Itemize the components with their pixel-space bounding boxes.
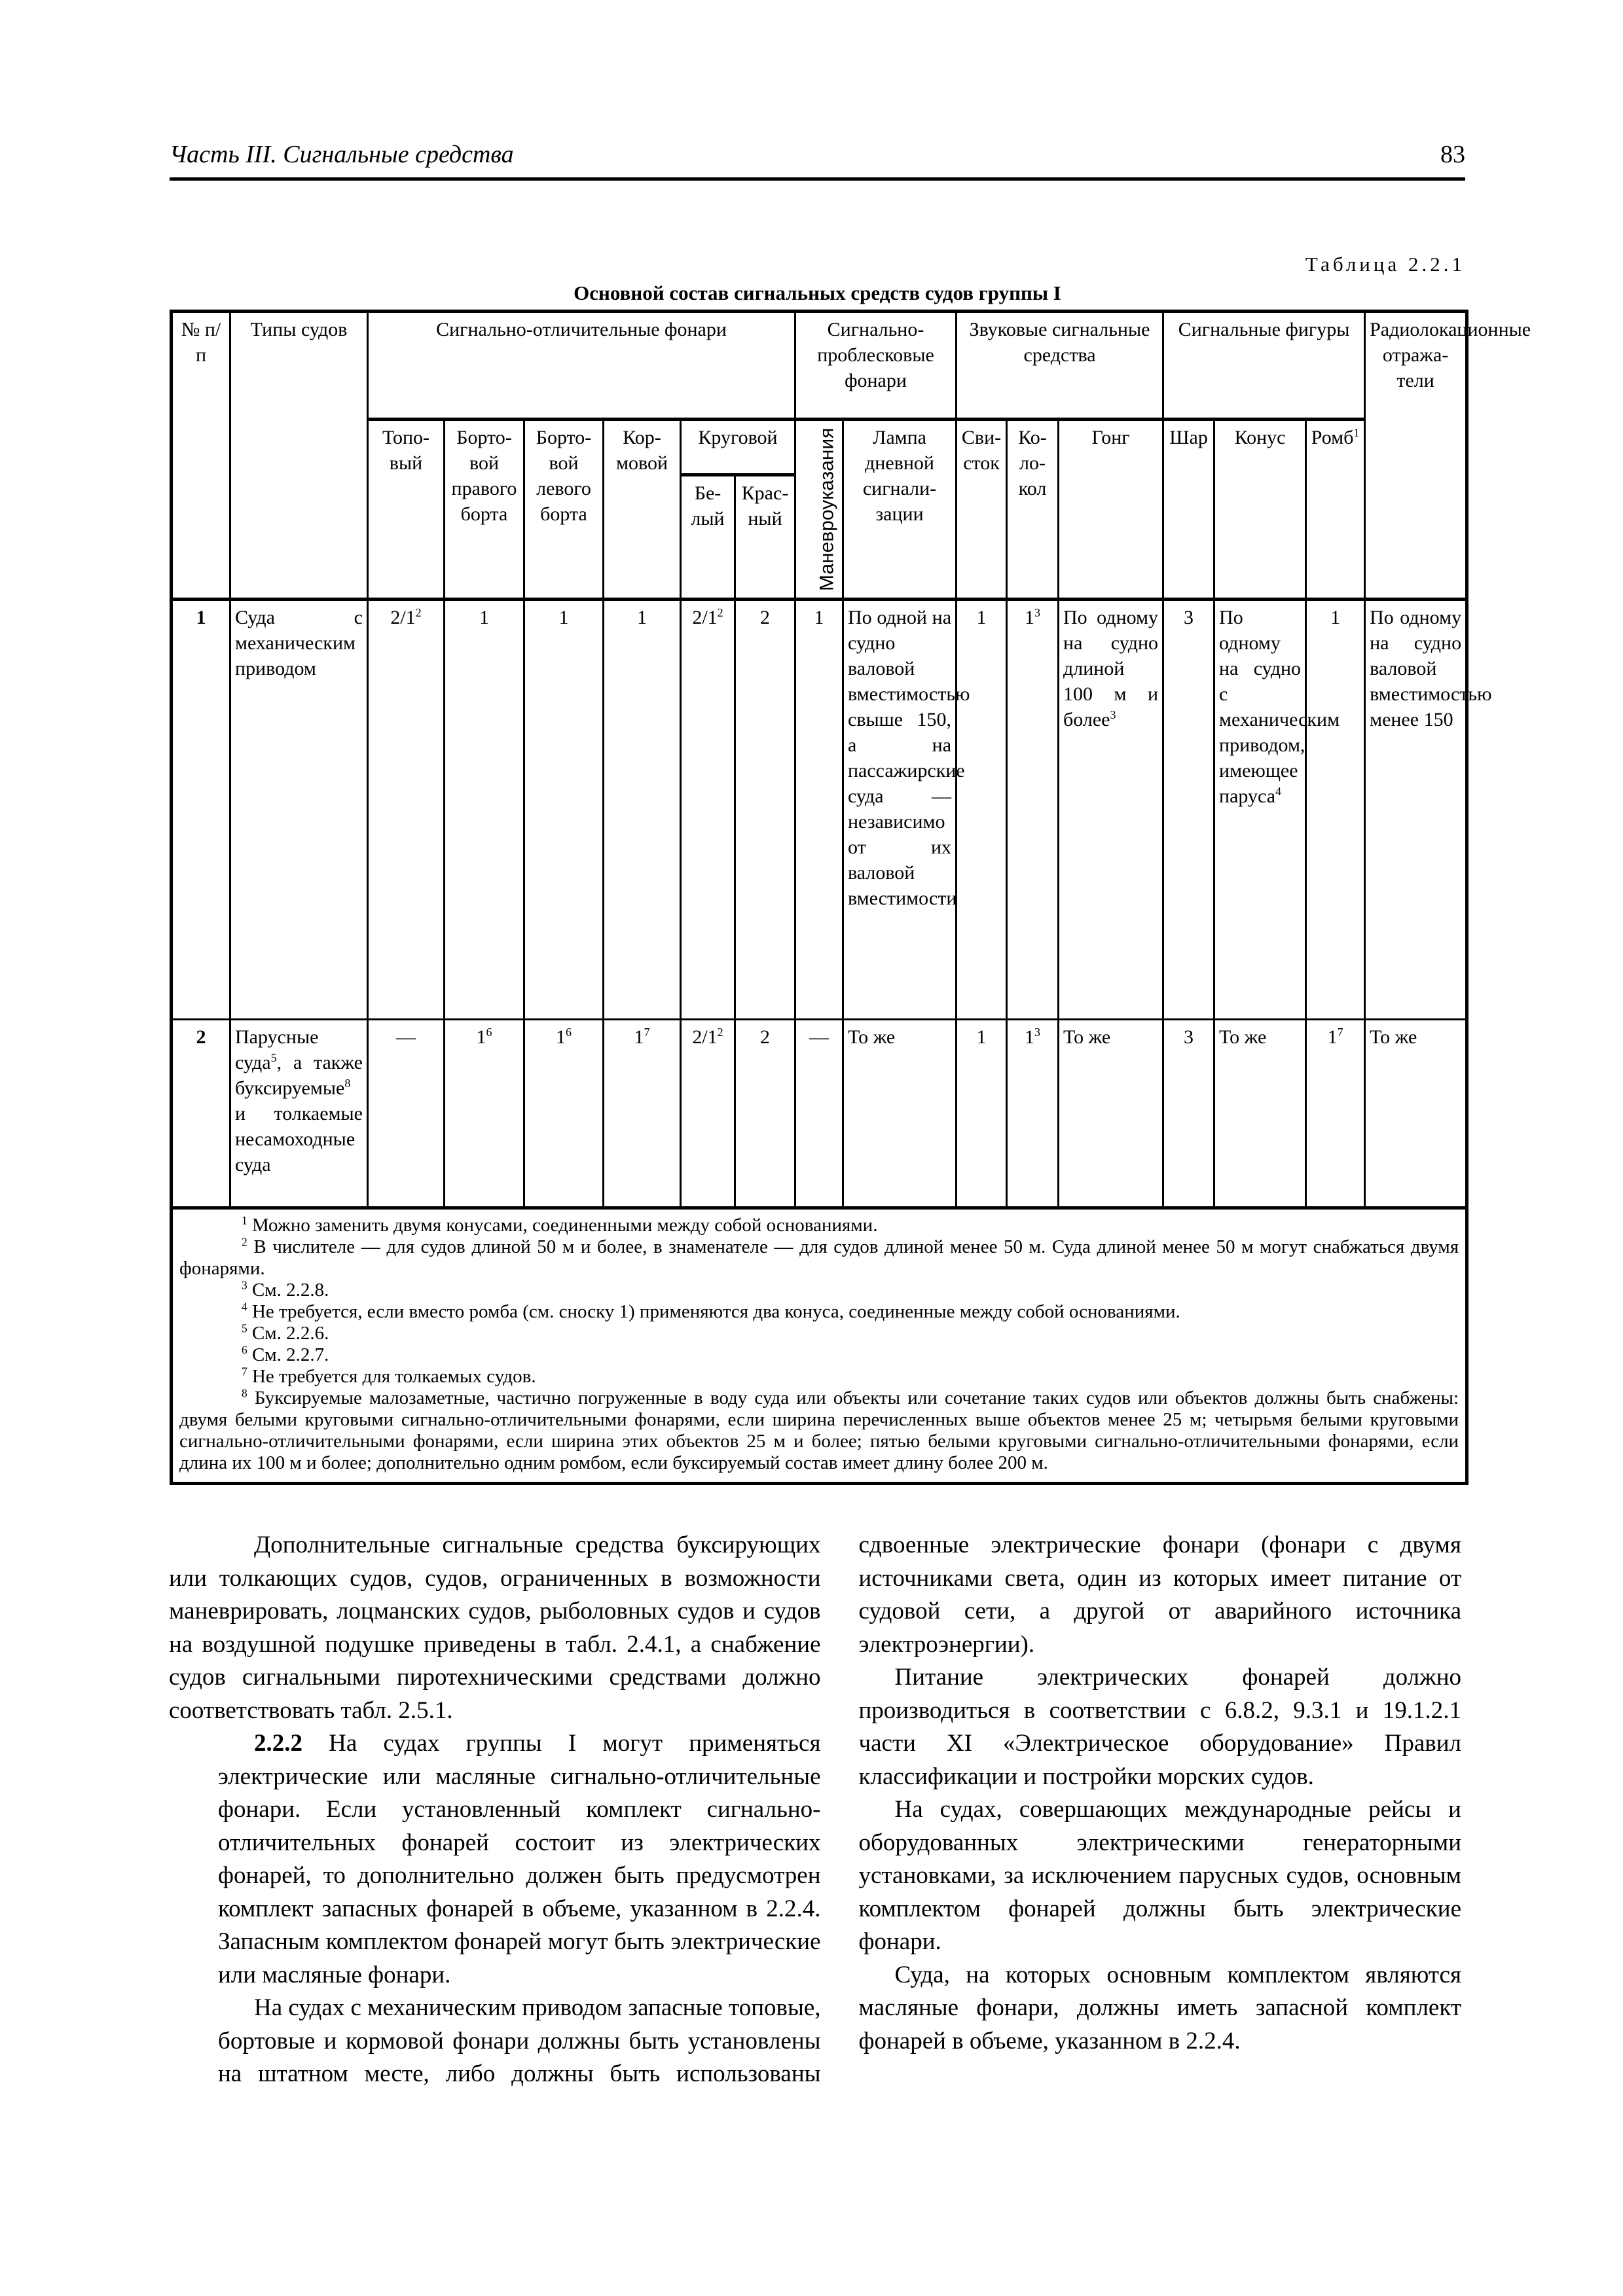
table-title: Основной состав сигнальных средств судов группы I <box>574 281 1061 304</box>
footnote-number: 1 <box>242 1213 247 1227</box>
footnote-number: 2 <box>242 1235 247 1249</box>
cell-text: То же <box>848 1026 896 1048</box>
footnote-number: 6 <box>242 1343 247 1357</box>
cell-text: По одному на судно с механическим приводом, имеющее паруса <box>1219 607 1340 807</box>
cell-text: 1 <box>976 607 987 628</box>
footnote <box>179 1344 1459 1366</box>
header-diamond-sup: 1 <box>1353 426 1360 439</box>
footnote-ref: 3 <box>1034 606 1041 619</box>
table-cell <box>843 600 970 1020</box>
table-cell <box>1059 600 1163 1020</box>
header-daylamp: Лампа дневной сигнали-зации <box>843 420 957 600</box>
cell-text: 1 <box>976 1026 987 1048</box>
footnote-text: См. 2.2.8. <box>247 1280 329 1300</box>
cell-text: 1 <box>196 607 206 628</box>
paragraph: Питание электрических фонарей должно производиться в соответствии с 6.8.2, 9.3.1 и 19.1.2.1 части XI «Электрическое оборудование» Правил классификации и постройки морских судов. <box>858 1664 1461 1790</box>
header-diamond-text: Ромб <box>1311 427 1354 448</box>
footnote-number: 3 <box>242 1278 247 1292</box>
table-cell <box>1214 600 1340 1020</box>
cell-text: — <box>396 1026 416 1048</box>
header-flashing: Сигнально-проблесковые фонари <box>795 312 957 420</box>
footnote <box>179 1215 1459 1236</box>
table-cell <box>604 1020 681 1208</box>
header-masthead: Топо-вый <box>368 420 445 600</box>
footnote-ref: 2 <box>717 606 723 619</box>
table-cell <box>1059 1020 1163 1208</box>
table-cell <box>1007 1020 1059 1208</box>
table-cell <box>681 600 735 1020</box>
running-header <box>170 140 1465 169</box>
cell-text: По одному на судно валовой вместимостью менее 150 <box>1370 607 1492 730</box>
cell-text: По одному на судно длиной 100 м и более <box>1063 607 1159 730</box>
footnote-number: 5 <box>242 1321 247 1335</box>
table-cell <box>843 1020 957 1208</box>
cell-text: 3 <box>1184 1026 1194 1048</box>
cell-text: 2/1 <box>692 607 718 628</box>
header-diamond <box>1306 420 1365 600</box>
footnote-text: Не требуется для толкаемых судов. <box>247 1366 536 1387</box>
table-cell <box>795 600 843 1020</box>
body-text <box>169 1529 1461 2091</box>
paragraph: На судах с механическим приводом запасные топовые, бортовые и кормовой фонари должны быть установлены на штатном месте, либо должны быть использованы сдвоенные электрические фонари (фонари с двумя источниками света, один из которых имеет питание от судовой сети, а другой от аварийного источника электроэнергии). <box>218 1532 1461 2087</box>
table-cell <box>795 1020 843 1208</box>
header-sound: Звуковые сигнальные средства <box>957 312 1163 420</box>
cell-text: 1 <box>558 607 569 628</box>
table-cell <box>368 600 445 1020</box>
header-num: № п/п <box>172 312 230 600</box>
cell-text: 1 <box>479 607 489 628</box>
signal-means-table <box>170 310 1531 1485</box>
table-cell <box>681 1020 735 1208</box>
footnote-number: 4 <box>242 1300 247 1314</box>
table-cell <box>1007 600 1059 1020</box>
header-whistle: Сви-сток <box>957 420 1007 600</box>
cell-text: 2 <box>760 1026 770 1048</box>
table-cell <box>524 1020 604 1208</box>
header-manoeuvre <box>795 420 843 600</box>
cell-text: 1 <box>1025 607 1035 628</box>
footnote-ref: 7 <box>1337 1026 1343 1039</box>
paragraph-2-2-2 <box>218 1727 821 1992</box>
header-rule <box>170 177 1465 181</box>
table-cell <box>735 600 795 1020</box>
header-red: Крас-ный <box>735 475 795 600</box>
paragraph: Суда, на которых основным комплектом являются масляные фонари, должны иметь запасной комплект фонарей в объеме, указанном в 2.2.4. <box>858 1961 1461 2054</box>
cell-text: То же <box>1219 1026 1267 1048</box>
header-types: Типы судов <box>230 312 368 600</box>
header-manoeuvre-text: Маневроуказания <box>816 427 837 591</box>
footnote-ref: 3 <box>1034 1026 1041 1039</box>
cell-text: 1 <box>1330 607 1341 628</box>
footnote-text: Можно заменить двумя конусами, соединенными между собой основаниями. <box>247 1215 878 1236</box>
footnote-ref: 2 <box>717 1026 723 1039</box>
footnote-ref: 8 <box>344 1077 351 1090</box>
footnote-ref: 3 <box>1110 708 1116 721</box>
footnote <box>179 1280 1459 1301</box>
cell-text: То же <box>1063 1026 1111 1048</box>
table-cell <box>604 600 681 1020</box>
paragraph-text: На судах группы I могут применяться электрические или масляные сигнально-отличительные фонари. Если установленный комплект сигнально-отличительных фонарей состоит из электрических фонарей, то дополнительно должен быть предусмотрен комплект запасных фонарей в объеме, указанном в 2.2.4. Запасным комплектом фонарей могут быть электрические или масляные фонари. <box>218 1730 821 1988</box>
cell-text: 1 <box>1327 1026 1338 1048</box>
footnote-text: В числителе — для судов длиной 50 м и более, в знаменателе — для судов длиной менее 50 м. Суда длиной менее 50 м могут снабжаться двумя фонарями. <box>179 1236 1459 1279</box>
header-bell: Ко-ло-кол <box>1007 420 1059 600</box>
table-cell <box>172 1020 230 1208</box>
header-side-lights: Сигнально-отличительные фонари <box>368 312 795 420</box>
cell-text: 1 <box>634 1026 644 1048</box>
footnote <box>179 1388 1459 1474</box>
footnote-ref: 6 <box>566 1026 572 1039</box>
header-port: Борто-вой левого борта <box>524 420 604 600</box>
table-cell <box>735 1020 795 1208</box>
footnote-ref: 2 <box>415 606 422 619</box>
header-cone: Конус <box>1214 420 1306 600</box>
footnote <box>179 1323 1459 1344</box>
header-radar: Радиолокационные отража-тели <box>1365 312 1467 600</box>
footnote-ref: 4 <box>1275 785 1282 798</box>
cell-text: 1 <box>637 607 647 628</box>
table-cell <box>957 1020 1007 1208</box>
footnote-ref: 6 <box>486 1026 492 1039</box>
header-ball: Шар <box>1163 420 1214 600</box>
cell-text: По одной на судно валовой вместимостью свыше 150, а на пассажирские суда — независимо от их валовой вместимости <box>848 607 970 909</box>
footnote <box>179 1366 1459 1388</box>
cell-text: 1 <box>556 1026 566 1048</box>
header-stern: Кор-мовой <box>604 420 681 600</box>
header-gong: Гонг <box>1059 420 1163 600</box>
footnote-text: См. 2.2.7. <box>247 1344 329 1365</box>
header-white: Бе-лый <box>681 475 735 600</box>
header-allround: Круговой <box>681 420 795 475</box>
table-cell <box>445 1020 524 1208</box>
cell-text: 1 <box>476 1026 486 1048</box>
footnote-text: Буксируемые малозаметные, частично погруженные в воду суда или объекты или сочетание таких судов или объектов должны быть снабжены: двумя белыми круговыми сигнально-отличительными фонарями, если ширина перечисленных выше объектов менее 25 м; четырьмя белыми круговыми сигнально-отличительными фонарями, если ширина этих объектов 25 м и более; пятью белыми круговыми сигнально-отличительными фонарями, если длина их 100 м и более; дополнительно одним ромбом, если буксируемый состав имеет длину более 200 м. <box>179 1388 1459 1473</box>
table-row <box>172 1020 1467 1208</box>
table-cell <box>1306 600 1365 1020</box>
table-cell <box>1163 600 1214 1020</box>
cell-text: — <box>809 1026 829 1048</box>
cell-text: 2 <box>760 607 770 628</box>
header-starboard: Борто-вой правого борта <box>445 420 524 600</box>
table-cell <box>524 600 604 1020</box>
table-cell <box>1365 1020 1467 1208</box>
cell-text: 1 <box>814 607 824 628</box>
footnote-text: Не требуется, если вместо ромба (см. сноску 1) применяются два конуса, соединенные между собой основаниями. <box>247 1301 1180 1322</box>
footnote <box>179 1301 1459 1323</box>
footnote <box>179 1236 1459 1280</box>
table-cell <box>445 600 524 1020</box>
clause-number: 2.2.2 <box>254 1730 302 1757</box>
running-header-title: Часть III. Сигнальные средства <box>170 141 514 168</box>
table-cell <box>230 1020 368 1208</box>
table-cell <box>1365 600 1492 1020</box>
footnote-ref: 5 <box>270 1051 277 1064</box>
footnote-number: 8 <box>242 1386 247 1400</box>
cell-text: , а также буксируемые <box>235 1052 363 1099</box>
table-cell <box>172 600 230 1020</box>
table-footnotes <box>172 1208 1467 1484</box>
header-shapes: Сигнальные фигуры <box>1163 312 1365 420</box>
footnote-number: 7 <box>242 1365 247 1378</box>
paragraph: На судах, совершающих международные рейсы и оборудованных электрическими генераторными установками, за исключением парусных судов, основным комплектом фонарей должны быть электрические фонари. <box>858 1796 1461 1955</box>
cell-text: и толкаемые несамоходные суда <box>235 1103 363 1175</box>
cell-text: 1 <box>1025 1026 1035 1048</box>
cell-text: 2/1 <box>692 1026 718 1048</box>
table-cell <box>957 600 1007 1020</box>
footnote-text: См. 2.2.6. <box>247 1323 329 1344</box>
page-number: 83 <box>1440 141 1465 168</box>
paragraph: Дополнительные сигнальные средства буксирующих или толкающих судов, судов, ограниченных в возможности маневрировать, лоцманских судов, рыболовных судов и судов на воздушной подушке приведены в табл. 2.4.1, а снабжение судов сигнальными пиротехническими средствами должно соответствовать табл. 2.5.1. <box>169 1532 821 1724</box>
table-cell <box>230 600 368 1020</box>
footnote-ref: 7 <box>644 1026 650 1039</box>
table-cell <box>1306 1020 1365 1208</box>
cell-text: Парусные суда <box>235 1026 319 1073</box>
table-label: Таблица 2.2.1 <box>1305 253 1465 276</box>
cell-text: Суда с механическим приводом <box>235 607 363 679</box>
cell-text: 2 <box>196 1026 206 1048</box>
cell-text: То же <box>1370 1026 1417 1048</box>
cell-text: 3 <box>1184 607 1194 628</box>
table-cell <box>368 1020 445 1208</box>
table-row <box>172 600 1467 1020</box>
table-cell <box>1163 1020 1214 1208</box>
table-cell <box>1214 1020 1306 1208</box>
cell-text: 2/1 <box>390 607 416 628</box>
